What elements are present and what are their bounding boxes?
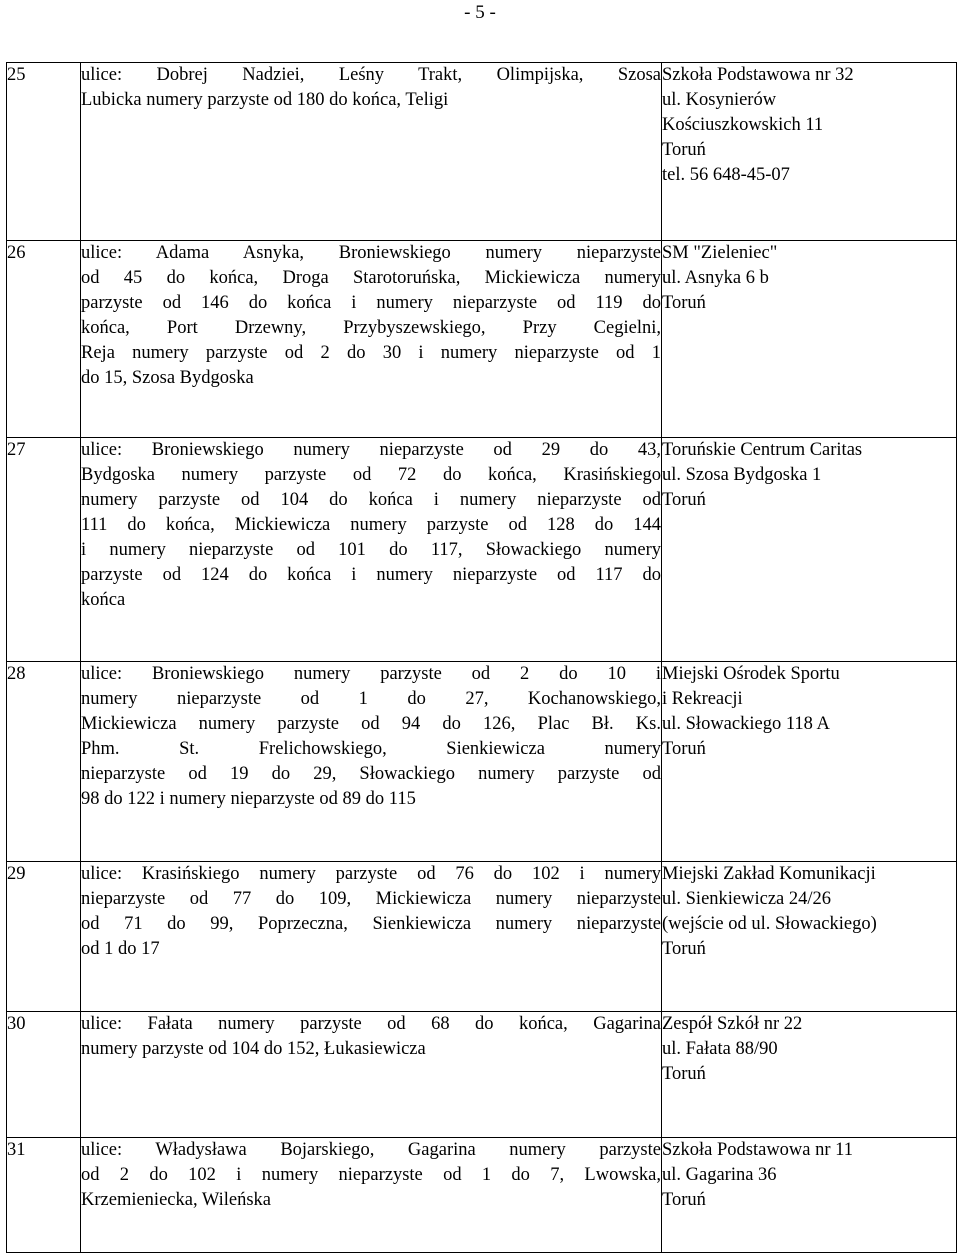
table-row	[7, 438, 957, 662]
streets-line: Phm. St. Frelichowskiego, Sienkiewicza numery	[81, 739, 661, 759]
streets-line: końca, Port Drzewny, Przybyszewskiego, Przy Cegielni,	[81, 318, 661, 338]
polling-place-line: SM "Zieleniec"	[662, 243, 778, 263]
streets-line: Bydgoska numery parzyste od 72 do końca, Krasińskiego	[81, 465, 661, 485]
streets-line: Krzemieniecka, Wileńska	[81, 1190, 271, 1210]
streets-cell	[81, 438, 662, 662]
polling-place-line: Toruńskie Centrum Caritas	[662, 440, 863, 460]
polling-place-line: ul. Fałata 88/90	[662, 1039, 778, 1059]
streets-line: 98 do 122 i numery nieparzyste od 89 do 115	[81, 789, 416, 809]
polling-place-line: ul. Szosa Bydgoska 1	[662, 465, 822, 485]
district-table	[6, 62, 957, 1253]
streets-line: numery parzyste od 104 do końca i numery nieparzyste od	[81, 490, 661, 510]
polling-place-cell	[662, 862, 957, 1012]
row-number: 29	[7, 862, 81, 1012]
row-number: 31	[7, 1138, 81, 1253]
streets-line: numery parzyste od 104 do 152, Łukasiewicza	[81, 1039, 426, 1059]
streets-line: ulice: Adama Asnyka, Broniewskiego numery nieparzyste	[81, 243, 661, 263]
streets-cell	[81, 63, 662, 241]
streets-line: ulice: Władysława Bojarskiego, Gagarina numery parzyste	[81, 1140, 661, 1160]
polling-place-cell	[662, 662, 957, 862]
polling-place-line: Kościuszkowskich 11	[662, 115, 824, 135]
polling-place-line: Miejski Zakład Komunikacji	[662, 864, 876, 884]
polling-place-line: (wejście od ul. Słowackiego)	[662, 914, 877, 934]
polling-place-line: Toruń	[662, 140, 706, 160]
polling-place-line: i Rekreacji	[662, 689, 743, 709]
streets-line: Lubicka numery parzyste od 180 do końca, Teligi	[81, 90, 449, 110]
polling-place-line: Toruń	[662, 1064, 706, 1084]
streets-line: do 15, Szosa Bydgoska	[81, 368, 254, 388]
streets-line: ulice: Dobrej Nadziei, Leśny Trakt, Olimpijska, Szosa	[81, 65, 661, 85]
streets-line: Reja numery parzyste od 2 do 30 i numery nieparzyste od 1	[81, 343, 661, 363]
table-row	[7, 1012, 957, 1138]
row-number: 27	[7, 438, 81, 662]
streets-cell	[81, 862, 662, 1012]
polling-place-line: ul. Asnyka 6 b	[662, 268, 769, 288]
streets-line: od 2 do 102 i numery nieparzyste od 1 do 7, Lwowska,	[81, 1165, 661, 1185]
table-row	[7, 662, 957, 862]
streets-cell	[81, 241, 662, 438]
polling-place-line: Zespół Szkół nr 22	[662, 1014, 803, 1034]
streets-line: ulice: Fałata numery parzyste od 68 do końca, Gagarina	[81, 1014, 661, 1034]
table-row	[7, 862, 957, 1012]
streets-line: parzyste od 146 do końca i numery nieparzyste od 119 do	[81, 293, 661, 313]
polling-place-line: Miejski Ośrodek Sportu	[662, 664, 840, 684]
streets-line: Mickiewicza numery parzyste od 94 do 126, Plac Bł. Ks.	[81, 714, 661, 734]
polling-place-line: Toruń	[662, 293, 706, 313]
streets-cell	[81, 1012, 662, 1138]
row-number: 28	[7, 662, 81, 862]
polling-place-line: ul. Gagarina 36	[662, 1165, 777, 1185]
polling-place-line: Szkoła Podstawowa nr 32	[662, 65, 854, 85]
table-row	[7, 1138, 957, 1253]
streets-cell	[81, 662, 662, 862]
streets-line: i numery nieparzyste od 101 do 117, Słowackiego numery	[81, 540, 661, 560]
streets-line: od 1 do 17	[81, 939, 160, 959]
polling-place-line: Szkoła Podstawowa nr 11	[662, 1140, 853, 1160]
polling-place-cell	[662, 1012, 957, 1138]
polling-place-line: ul. Słowackiego 118 A	[662, 714, 830, 734]
polling-place-line: ul. Kosynierów	[662, 90, 777, 110]
polling-place-line: Toruń	[662, 739, 706, 759]
table-row	[7, 241, 957, 438]
polling-place-line: tel. 56 648-45-07	[662, 165, 790, 185]
polling-place-line: ul. Sienkiewicza 24/26	[662, 889, 832, 909]
streets-line: nieparzyste od 19 do 29, Słowackiego numery parzyste od	[81, 764, 661, 784]
polling-place-cell	[662, 63, 957, 241]
page-number: - 5 -	[464, 2, 496, 23]
polling-place-line: Toruń	[662, 490, 706, 510]
streets-line: parzyste od 124 do końca i numery nieparzyste od 117 do	[81, 565, 661, 585]
streets-line: końca	[81, 590, 126, 610]
streets-line: od 71 do 99, Poprzeczna, Sienkiewicza numery nieparzyste	[81, 914, 661, 934]
streets-line: nieparzyste od 77 do 109, Mickiewicza numery nieparzyste	[81, 889, 661, 909]
polling-place-cell	[662, 241, 957, 438]
table-row	[7, 63, 957, 241]
polling-place-cell	[662, 1138, 957, 1253]
polling-place-line: Toruń	[662, 1190, 706, 1210]
table-body	[7, 63, 957, 1253]
streets-line: 111 do końca, Mickiewicza numery parzyste od 128 do 144	[81, 515, 661, 535]
polling-place-cell	[662, 438, 957, 662]
streets-line: ulice: Broniewskiego numery nieparzyste od 29 do 43,	[81, 440, 661, 460]
streets-cell	[81, 1138, 662, 1253]
row-number: 30	[7, 1012, 81, 1138]
streets-line: numery nieparzyste od 1 do 27, Kochanowskiego,	[81, 689, 661, 709]
row-number: 26	[7, 241, 81, 438]
streets-line: ulice: Krasińskiego numery parzyste od 76 do 102 i numery	[81, 864, 661, 884]
polling-place-line: Toruń	[662, 939, 706, 959]
streets-line: ulice: Broniewskiego numery parzyste od 2 do 10 i	[81, 664, 661, 684]
row-number: 25	[7, 63, 81, 241]
streets-line: od 45 do końca, Droga Starotoruńska, Mickiewicza numery	[81, 268, 661, 288]
